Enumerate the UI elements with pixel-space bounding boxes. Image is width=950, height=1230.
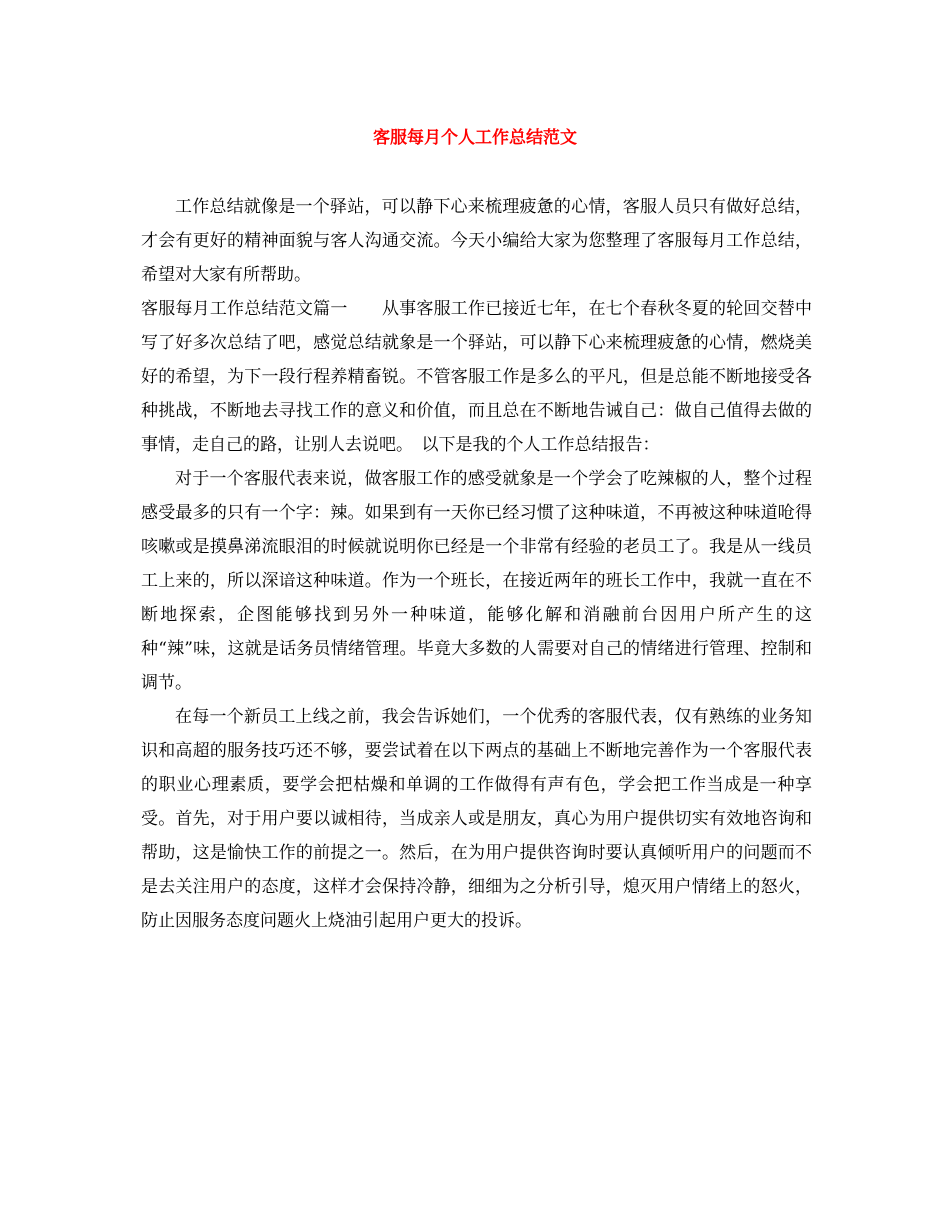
paragraph-intro: 工作总结就像是一个驿站，可以静下心来梳理疲惫的心情，客服人员只有做好总结，才会有更好的精神面貌与客人沟通交流。今天小编给大家为您整理了客服每月工作总结，希望对大家有所帮助。 (141, 197, 812, 285)
paragraph-spicy-analogy: 对于一个客服代表来说，做客服工作的感受就象是一个学会了吃辣椒的人，整个过程感受最多的只有一个字：辣。如果到有一天你已经习惯了这种味道，不再被这种味道呛得咳嗽或是摸鼻涕流眼泪的时候就说明你已经是一个非常有经验的老员工了。我是从一线员工上来的，所以深谙这种味道。作为一个班长，在接近两年的班长工作中，我就一直在不断地探索，企图能够找到另外一种味道，能够化解和消融前台因用户所产生的这种“辣”味，这就是话务员情绪管理。毕竟大多数的人需要对自己的情绪进行管理、控制和调节。 (141, 469, 812, 693)
document-title: 客服每月个人工作总结范文 (373, 128, 577, 148)
paragraph-new-staff: 在每一个新员工上线之前，我会告诉她们，一个优秀的客服代表，仅有熟练的业务知识和高超的服务技巧还不够，要尝试着在以下两点的基础上不断地完善作为一个客服代表的职业心理素质，要学会把枯燥和单调的工作做得有声有色，学会把工作当成是一种享受。首先，对于用户要以诚相待，当成亲人或是朋友，真心为用户提供切实有效地咨询和帮助，这是愉快工作的前提之一。然后，在为用户提供咨询时要认真倾听用户的问题而不是去关注用户的态度，这样才会保持冷静，细细为之分析引导，熄灭用户情绪上的怒火，防止因服务态度问题火上烧油引起用户更大的投诉。 (141, 707, 812, 931)
paragraph-section-one: 客服每月工作总结范文篇一 从事客服工作已接近七年，在七个春秋冬夏的轮回交替中写了好多次总结了吧，感觉总结就象是一个驿站，可以静下心来梳理疲惫的心情，燃烧美好的希望，为下一段行程养精畜锐。不管客服工作是多么的平凡，但是总能不断地接受各种挑战，不断地去寻找工作的意义和价值，而且总在不断地告诫自己：做自己值得去做的事情，走自己的路，让别人去说吧。 以下是我的个人工作总结报告： (141, 299, 812, 455)
document-body (141, 190, 812, 938)
